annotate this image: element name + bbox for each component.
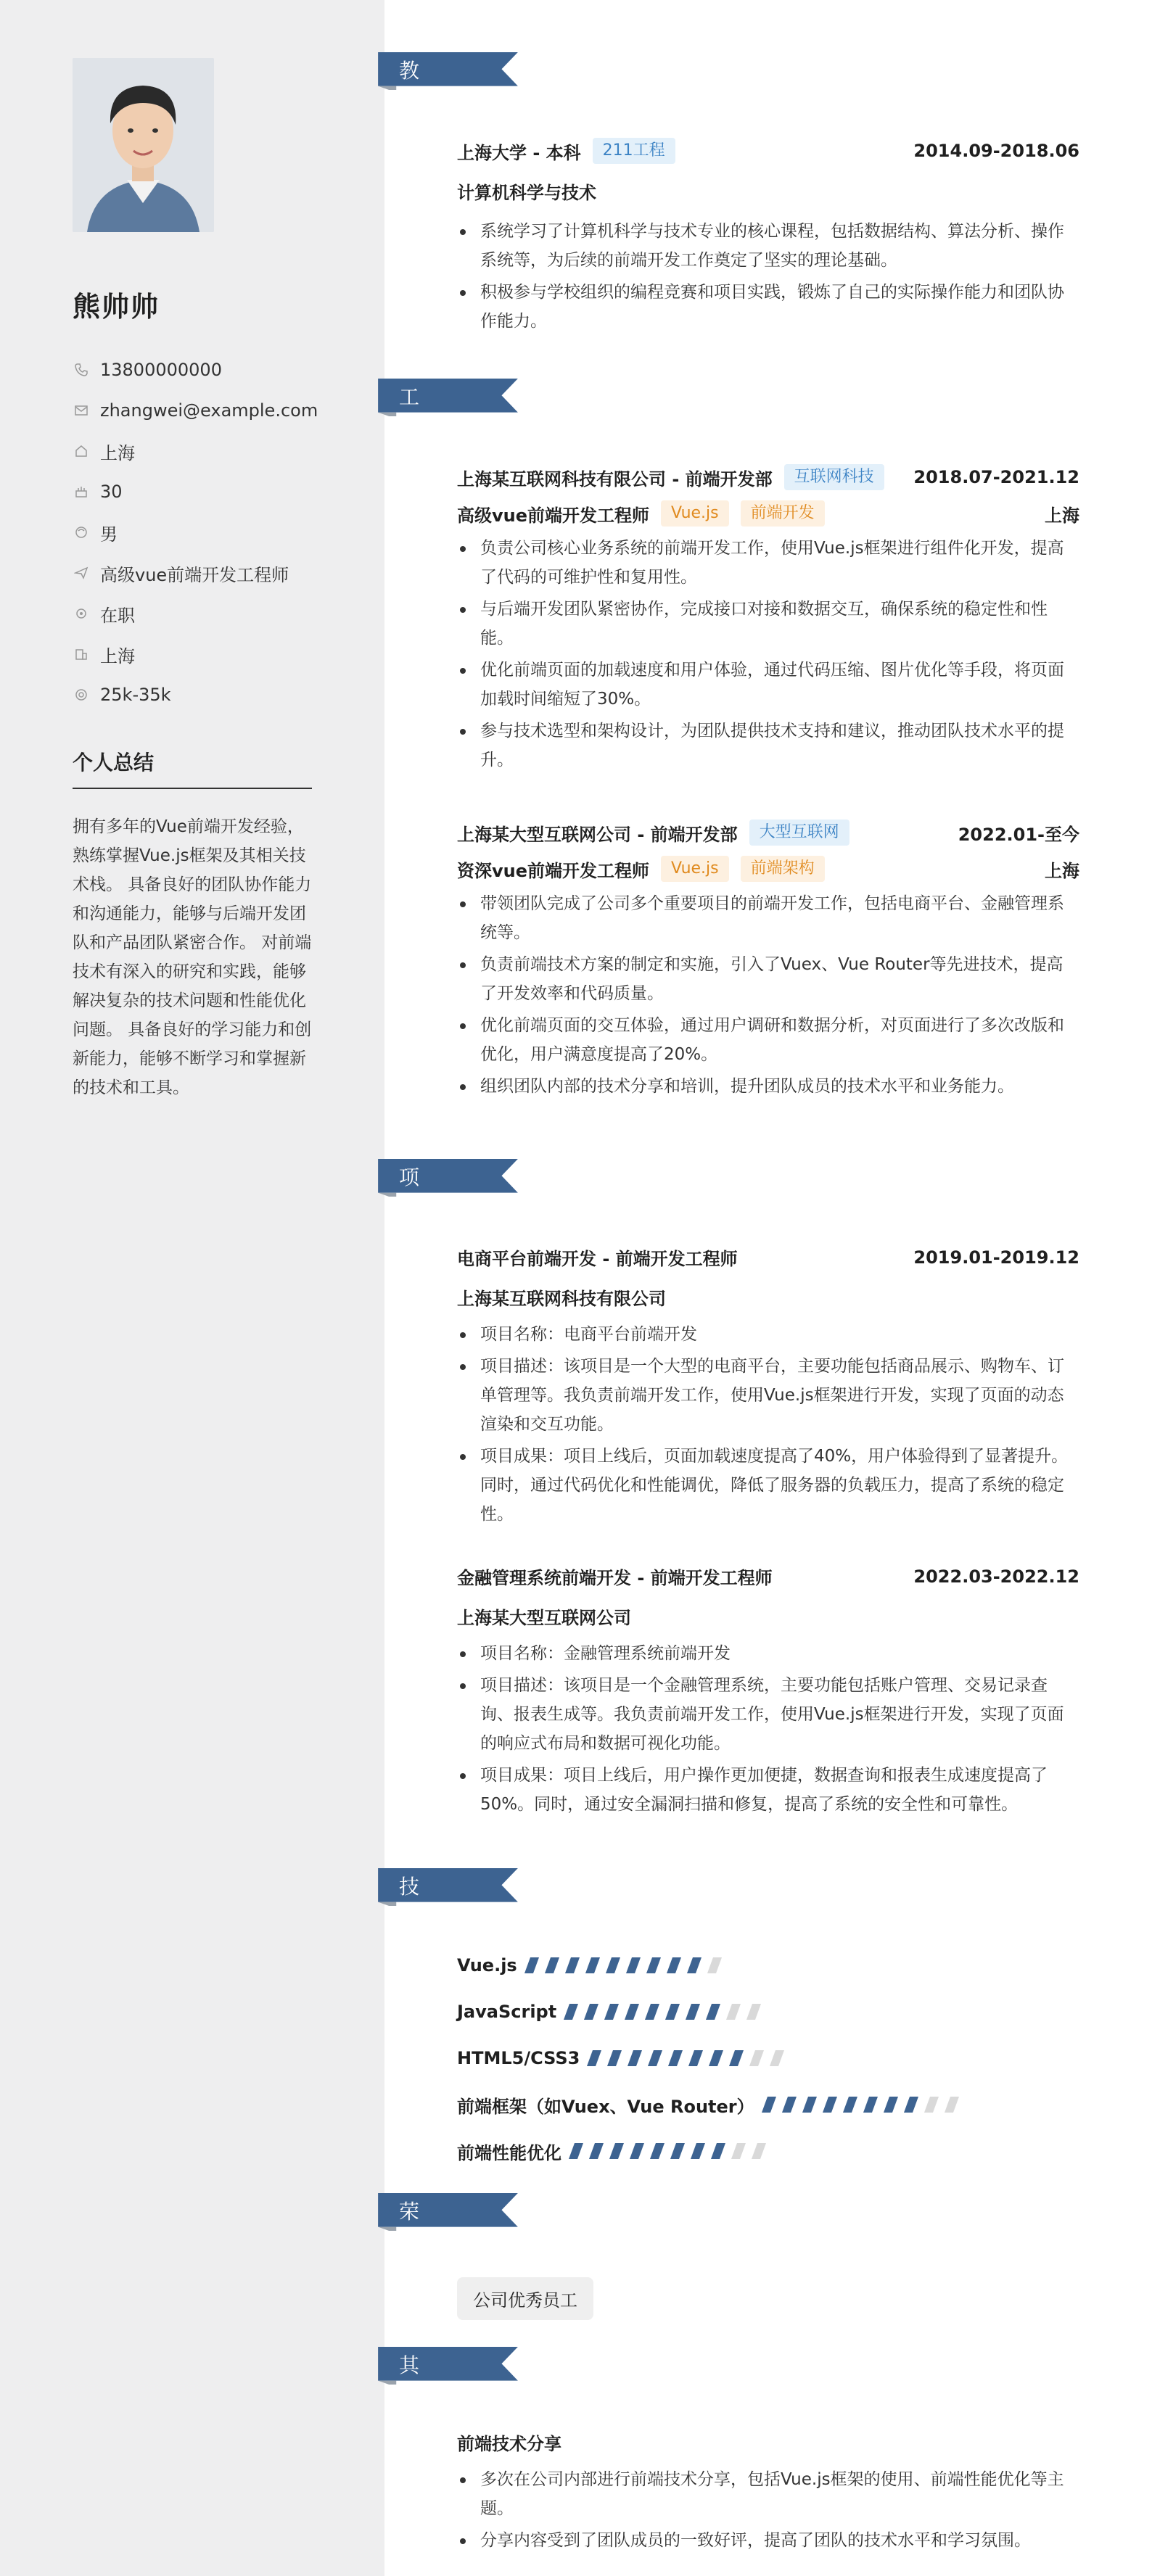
awards-list — [457, 2277, 1079, 2320]
summary-divider — [73, 788, 312, 789]
award-chip: 公司优秀员工 — [457, 2277, 593, 2320]
list-item: 与后端开发团队紧密协作，完成接口对接和数据交互，确保系统的稳定性和性能。 — [457, 595, 1079, 653]
cake-icon — [73, 483, 90, 500]
skill-stripe-empty — [749, 2050, 764, 2066]
skill-row — [457, 2081, 1079, 2128]
summary-title: 个人总结 — [73, 751, 155, 775]
info-city-text: 上海 — [100, 645, 135, 666]
skill-stripe-filled — [667, 1957, 681, 1973]
skill-tag: 前端开发 — [741, 500, 825, 527]
send-icon — [73, 564, 90, 582]
avatar — [73, 58, 214, 232]
section-title: 工作经历 — [399, 385, 421, 522]
work-position — [457, 856, 825, 882]
education-major: 计算机科学与技术 — [457, 183, 596, 203]
project-entry — [457, 1564, 1079, 1822]
skill-name: 前端框架（如Vuex、Vue Router） — [457, 2096, 754, 2117]
skill-stripe-empty — [752, 2143, 766, 2159]
skill-stripe-empty — [707, 1957, 722, 1973]
info-gender-text: 男 — [100, 524, 118, 545]
skill-name: HTML5/CSS3 — [457, 2048, 580, 2068]
section-title: 其他信息 — [399, 2353, 421, 2490]
section-title: 教育经历 — [399, 59, 421, 196]
project-date: 2019.01-2019.12 — [913, 1247, 1079, 1268]
skill-stripe-empty — [924, 2097, 939, 2113]
skill-stripe-empty — [945, 2097, 959, 2113]
list-item: 积极参与学校组织的编程竞赛和项目实践，锻炼了自己的实际操作能力和团队协作能力。 — [457, 278, 1079, 336]
list-item: 项目名称：电商平台前端开发 — [457, 1320, 1079, 1349]
info-age — [73, 471, 318, 512]
company-name: 上海某大型互联网公司 - 前端开发部 — [457, 824, 738, 845]
info-phone — [73, 350, 318, 390]
work-company — [457, 820, 849, 846]
skill-name: Vue.js — [457, 1955, 517, 1976]
info-home-text: 上海 — [100, 442, 135, 463]
skill-stripe-empty — [746, 2004, 761, 2020]
work-entry — [457, 820, 1079, 1104]
work-bullets — [457, 889, 1079, 1101]
home-icon — [73, 442, 90, 460]
info-status — [73, 593, 318, 634]
project-title: 电商平台前端开发 - 前端开发工程师 — [457, 1249, 738, 1269]
skill-stripe-filled — [569, 2143, 583, 2159]
skill-stripe-filled — [645, 2004, 659, 2020]
skill-level-bar — [567, 2004, 770, 2020]
skill-row — [457, 2035, 1079, 2081]
skill-stripe-filled — [904, 2097, 918, 2113]
skill-stripe-filled — [691, 2143, 705, 2159]
info-gender — [73, 512, 318, 553]
work-company — [457, 464, 884, 490]
skill-stripe-filled — [524, 1957, 539, 1973]
gender-icon — [73, 524, 90, 541]
skills-list — [457, 1942, 1079, 2174]
list-item: 项目描述：该项目是一个金融管理系统，主要功能包括账户管理、交易记录查询、报表生成等。我负责前端开发工作，使用Vue.js框架进行开发，实现了页面的响应式布局和数据可视化功能。 — [457, 1671, 1079, 1758]
work-entry — [457, 464, 1079, 777]
education-bullets — [457, 217, 1079, 336]
skill-stripe-filled — [670, 2143, 685, 2159]
list-item: 项目成果：项目上线后，用户操作更加便捷，数据查询和报表生成速度提高了50%。同时，通过安全漏洞扫描和修复，提高了系统的安全性和可靠性。 — [457, 1761, 1079, 1819]
skill-stripe-filled — [687, 1957, 702, 1973]
mail-icon — [73, 402, 90, 419]
skill-stripe-filled — [668, 2050, 683, 2066]
info-position-text: 高级vue前端开发工程师 — [100, 564, 289, 585]
list-item: 参与技术选型和架构设计，为团队提供技术支持和建议，推动团队技术水平的提升。 — [457, 717, 1079, 775]
skill-stripe-filled — [587, 2050, 601, 2066]
skill-stripe-filled — [625, 2004, 639, 2020]
skill-level-bar — [527, 1957, 731, 1973]
list-item: 负责公司核心业务系统的前端开发工作，使用Vue.js框架进行组件化开发，提高了代码的可维护性和复用性。 — [457, 534, 1079, 592]
skill-stripe-filled — [630, 2143, 644, 2159]
project-date: 2022.03-2022.12 — [913, 1566, 1079, 1587]
skill-stripe-filled — [604, 2004, 619, 2020]
skill-stripe-filled — [706, 2004, 720, 2020]
work-date: 2018.07-2021.12 — [913, 467, 1079, 487]
list-item: 项目描述：该项目是一个大型的电商平台，主要功能包括商品展示、购物车、订单管理等。我负责前端开发工作，使用Vue.js框架进行开发，实现了页面的动态渲染和交互功能。 — [457, 1352, 1079, 1439]
section-title: 技能专长 — [399, 1875, 421, 2012]
skill-level-bar — [590, 2050, 793, 2066]
section-title: 荣誉奖项 — [399, 2200, 421, 2337]
skill-stripe-filled — [609, 2143, 624, 2159]
project-company: 上海某互联网科技有限公司 — [457, 1289, 666, 1309]
skill-stripe-filled — [606, 1957, 620, 1973]
education-school — [457, 138, 675, 164]
skill-level-bar — [765, 2097, 968, 2113]
skill-stripe-filled — [823, 2097, 837, 2113]
skill-row — [457, 1942, 1079, 1989]
skill-tag: Vue.js — [661, 856, 729, 882]
skill-stripe-filled — [565, 1957, 580, 1973]
list-item: 优化前端页面的加载速度和用户体验，通过代码压缩、图片优化等手段，将页面加载时间缩短了30%。 — [457, 656, 1079, 714]
skill-stripe-filled — [584, 2004, 598, 2020]
info-email — [73, 390, 318, 431]
school-name: 上海大学 - 本科 — [457, 142, 581, 163]
list-item: 项目名称：金融管理系统前端开发 — [457, 1639, 1079, 1668]
company-tag: 互联网科技 — [784, 464, 884, 490]
skill-tag: Vue.js — [661, 500, 729, 527]
list-item: 多次在公司内部进行前端技术分享，包括Vue.js框架的使用、前端性能优化等主题。 — [457, 2465, 1079, 2523]
work-bullets — [457, 534, 1079, 775]
skill-stripe-empty — [770, 2050, 784, 2066]
education-date: 2014.09-2018.06 — [913, 141, 1079, 161]
info-salary-text: 25k-35k — [100, 685, 171, 705]
work-date: 2022.01-至今 — [958, 824, 1079, 845]
school-tag: 211工程 — [593, 138, 675, 164]
position-name: 资深vue前端开发工程师 — [457, 860, 650, 881]
info-position — [73, 553, 318, 593]
skill-stripe-filled — [564, 2004, 578, 2020]
salary-icon — [73, 686, 90, 703]
list-item: 分享内容受到了团队成员的一致好评，提高了团队的技术水平和学习氛围。 — [457, 2526, 1079, 2555]
skill-name: 前端性能优化 — [457, 2142, 561, 2163]
skill-stripe-filled — [628, 2050, 642, 2066]
list-item: 带领团队完成了公司多个重要项目的前端开发工作，包括电商平台、金融管理系统等。 — [457, 889, 1079, 947]
skill-stripe-empty — [726, 2004, 741, 2020]
skill-stripe-filled — [884, 2097, 898, 2113]
skill-stripe-filled — [709, 2050, 723, 2066]
other-title: 前端技术分享 — [457, 2434, 561, 2454]
skill-stripe-filled — [729, 2050, 744, 2066]
skill-row — [457, 2128, 1079, 2174]
skill-stripe-filled — [843, 2097, 857, 2113]
project-title: 金融管理系统前端开发 - 前端开发工程师 — [457, 1568, 773, 1588]
section-title: 项目经历 — [399, 1165, 421, 1303]
skill-stripe-filled — [648, 2050, 662, 2066]
skill-stripe-filled — [688, 2050, 703, 2066]
list-item: 项目成果：项目上线后，页面加载速度提高了40%，用户体验得到了显著提升。同时，通过代码优化和性能调优，降低了服务器的负载压力，提高了系统的稳定性。 — [457, 1442, 1079, 1529]
info-city — [73, 634, 318, 674]
list-item: 系统学习了计算机科学与技术专业的核心课程，包括数据结构、算法分析、操作系统等，为后续的前端开发工作奠定了坚实的理论基础。 — [457, 217, 1079, 275]
list-item: 组织团队内部的技术分享和培训，提升团队成员的技术水平和业务能力。 — [457, 1072, 1079, 1101]
company-tag: 大型互联网 — [749, 820, 849, 846]
skill-stripe-empty — [731, 2143, 746, 2159]
skill-stripe-filled — [782, 2097, 797, 2113]
summary-text: 拥有多年的Vue前端开发经验，熟练掌握Vue.js框架及其相关技术栈。 具备良好的团队协作能力和沟通能力，能够与后端开发团队和产品团队紧密合作。 对前端技术有深入的研究和实践，能够解决复杂的技术问题和性能优化问题。 具备良好的学习能力和创新能力，能够不断学习和掌握新的技术和工具。 — [73, 817, 312, 1097]
skill-stripe-filled — [626, 1957, 641, 1973]
contact-info-list — [73, 350, 318, 715]
skill-stripe-filled — [686, 2004, 700, 2020]
project-company: 上海某大型互联网公司 — [457, 1608, 631, 1628]
skill-stripe-filled — [863, 2097, 878, 2113]
skill-stripe-filled — [650, 2143, 665, 2159]
phone-icon — [73, 361, 90, 379]
project-entry — [457, 1244, 1079, 1532]
skill-level-bar — [572, 2143, 775, 2159]
skill-stripe-filled — [589, 2143, 604, 2159]
skill-tag: 前端架构 — [741, 856, 825, 882]
list-item: 优化前端页面的交互体验，通过用户调研和数据分析，对页面进行了多次改版和优化，用户满意度提高了20%。 — [457, 1011, 1079, 1069]
other-entry — [457, 2430, 1079, 2558]
company-name: 上海某互联网科技有限公司 - 前端开发部 — [457, 468, 773, 490]
skill-stripe-filled — [711, 2143, 725, 2159]
skill-stripe-filled — [607, 2050, 622, 2066]
building-icon — [73, 645, 90, 663]
info-email-text: zhangwei@example.com — [100, 400, 318, 421]
list-item: 负责前端技术方案的制定和实施，引入了Vuex、Vue Router等先进技术，提高了开发效率和代码质量。 — [457, 950, 1079, 1008]
project-bullets — [457, 1320, 1079, 1529]
skill-stripe-filled — [665, 2004, 680, 2020]
skill-stripe-filled — [545, 1957, 559, 1973]
position-name: 高级vue前端开发工程师 — [457, 505, 650, 526]
info-salary — [73, 674, 318, 715]
skill-stripe-filled — [802, 2097, 817, 2113]
profile-name: 熊帅帅 — [73, 291, 160, 323]
work-location: 上海 — [1045, 505, 1079, 526]
work-location: 上海 — [1045, 860, 1079, 881]
work-position — [457, 500, 825, 527]
education-entry — [457, 138, 1079, 339]
skill-name: JavaScript — [457, 2002, 557, 2022]
skill-stripe-filled — [585, 1957, 600, 1973]
skill-stripe-filled — [646, 1957, 661, 1973]
skill-row — [457, 1989, 1079, 2035]
info-home — [73, 431, 318, 471]
project-bullets — [457, 1639, 1079, 1819]
skill-stripe-filled — [762, 2097, 776, 2113]
other-bullets — [457, 2465, 1079, 2555]
status-icon — [73, 605, 90, 622]
info-age-text: 30 — [100, 482, 123, 502]
info-phone-text: 13800000000 — [100, 360, 222, 380]
info-status-text: 在职 — [100, 605, 135, 626]
